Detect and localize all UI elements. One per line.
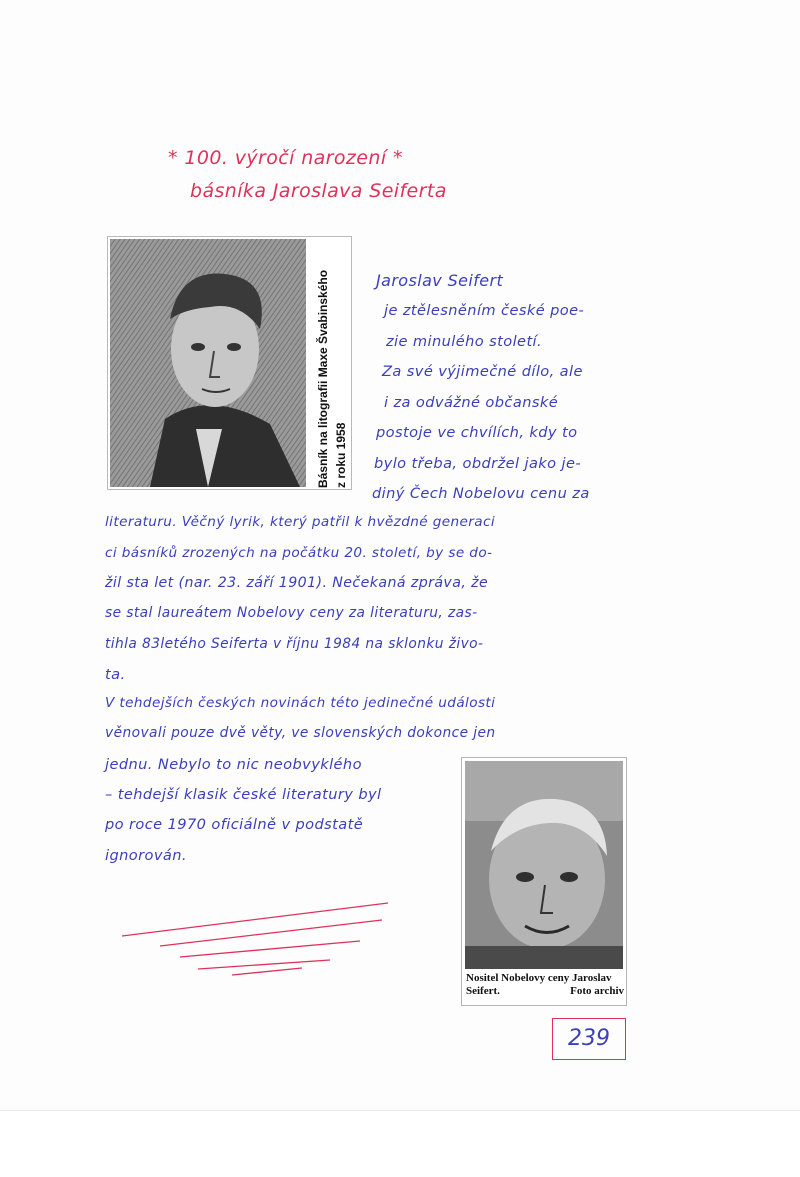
- body-line: literaturu. Věčný lyrik, který patřil k hvězdné generaci: [105, 514, 496, 530]
- title-line-2: básníka Jaroslava Seiferta: [190, 180, 447, 202]
- body-line: i za odvážné občanské: [384, 394, 559, 411]
- body-line: tihla 83letého Seiferta v říjnu 1984 na sklonku živo-: [105, 636, 484, 652]
- star-left: *: [168, 147, 178, 169]
- body-line: ignorován.: [105, 847, 187, 864]
- scan-margin: [0, 1111, 800, 1177]
- caption-line-1: Nositel Nobelovy ceny Jaroslav: [466, 972, 612, 984]
- body-line: se stal laureátem Nobelovy ceny za literaturu, zas-: [105, 605, 478, 621]
- body-line: Jaroslav Seifert: [376, 271, 504, 290]
- body-line: postoje ve chvílích, kdy to: [376, 424, 578, 441]
- body-line: bylo třeba, obdržel jako je-: [374, 455, 582, 472]
- body-line: – tehdejší klasik české literatury byl: [105, 786, 382, 803]
- portrait-caption-line-1: Básník na litografii Maxe Švabinského: [316, 269, 330, 488]
- body-line: ci básníků zrozených na počátku 20. století, by se do-: [105, 545, 493, 561]
- body-line: zie minulého století.: [386, 333, 543, 350]
- caption-name: Seifert.: [466, 985, 500, 997]
- body-line: diný Čech Nobelovu cenu za: [372, 485, 590, 502]
- title-text-1: 100. výročí narození: [184, 147, 387, 169]
- star-right: *: [392, 147, 403, 169]
- body-line: žil sta let (nar. 23. září 1901). Nečekaná zpráva, že: [105, 575, 489, 591]
- body-line: ta.: [105, 666, 126, 683]
- body-line: po roce 1970 oficiálně v podstatě: [105, 816, 364, 833]
- body-line: Za své výjimečné dílo, ale: [382, 363, 583, 380]
- caption-credit: Foto archiv: [570, 985, 624, 997]
- page-number: 239: [552, 1018, 626, 1060]
- body-line: je ztělesněním české poe-: [384, 302, 585, 319]
- body-line: jednu. Nebylo to nic neobvyklého: [105, 756, 362, 773]
- body-line: věnovali pouze dvě věty, ve slovenských dokonce jen: [105, 725, 496, 741]
- portrait-caption-line-2: z roku 1958: [334, 422, 348, 488]
- body-line: V tehdejších českých novinách této jedinečné události: [105, 695, 496, 711]
